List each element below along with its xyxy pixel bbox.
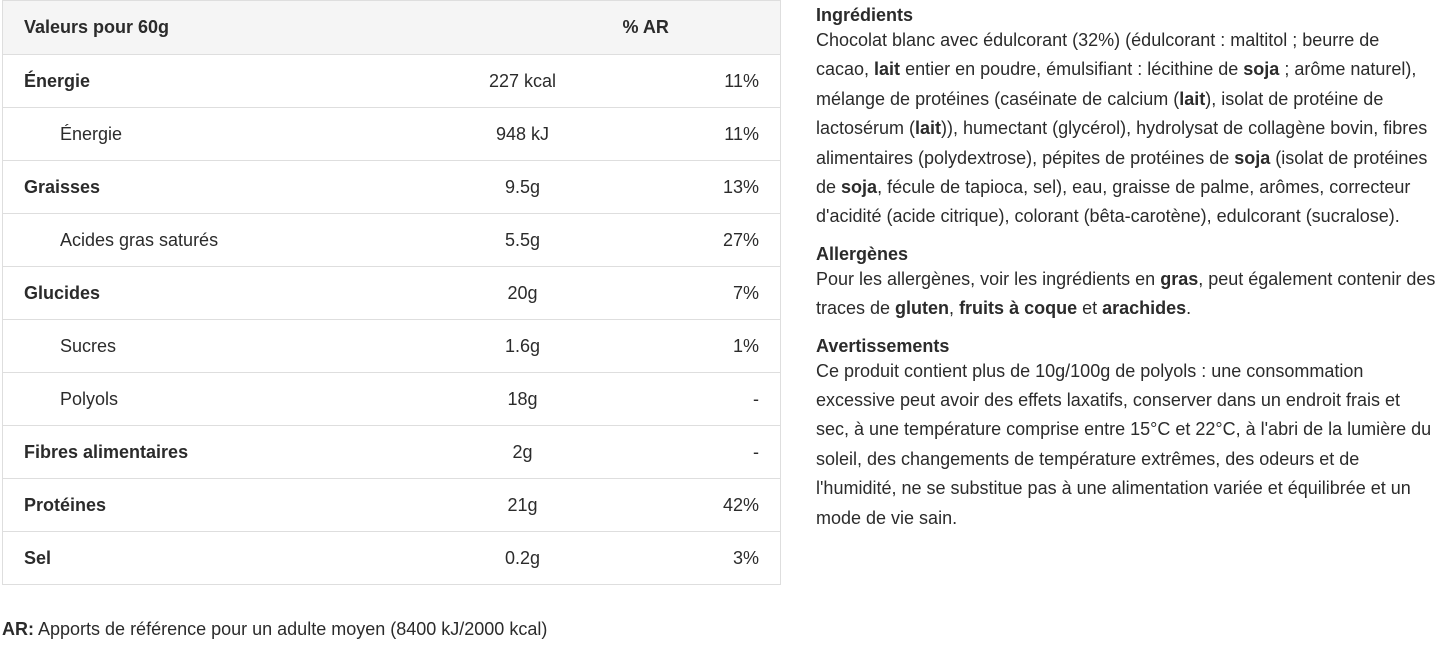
allergen-highlight: soja xyxy=(841,177,878,198)
footnote-label: AR: xyxy=(2,619,34,639)
allergen-highlight: gras xyxy=(1160,268,1199,289)
warnings-title: Avertissements xyxy=(816,335,950,356)
footnote-text: Apports de référence pour un adulte moyen (8400 kJ/2000 kcal) xyxy=(34,619,548,639)
nutrient-ar-percent: 7% xyxy=(623,267,781,320)
text-segment: , xyxy=(949,298,960,319)
allergen-highlight: lait xyxy=(1179,88,1206,109)
nutrition-row xyxy=(3,161,781,214)
allergens-section xyxy=(816,243,1436,324)
allergen-highlight: gluten xyxy=(895,298,950,319)
ingredients-section xyxy=(816,4,1436,232)
nutrition-row xyxy=(3,373,781,426)
text-segment: , peut également contenir des traces de xyxy=(816,268,1436,319)
allergens-title: Allergènes xyxy=(816,243,909,264)
text-segment: entier en poudre, émulsifiant : lécithine de xyxy=(900,59,1244,80)
nutrient-value: 227 kcal xyxy=(423,55,623,108)
nutrient-value: 20g xyxy=(423,267,623,320)
allergens-text xyxy=(816,265,1436,324)
nutrient-ar-percent: 1% xyxy=(623,320,781,373)
nutrition-row xyxy=(3,426,781,479)
text-segment: (isolat de protéines de xyxy=(816,147,1428,198)
nutrition-row xyxy=(3,320,781,373)
text-segment: et xyxy=(1077,298,1103,319)
nutrient-value: 9.5g xyxy=(423,161,623,214)
nutrient-name: Sucres xyxy=(3,320,423,373)
nutrient-ar-percent: 11% xyxy=(623,55,781,108)
text-segment: Pour les allergènes, voir les ingrédients en xyxy=(816,268,1161,289)
nutrient-value: 948 kJ xyxy=(423,108,623,161)
nutrient-ar-percent: - xyxy=(623,373,781,426)
nutrition-row xyxy=(3,479,781,532)
nutrient-value: 21g xyxy=(423,479,623,532)
allergen-highlight: arachides xyxy=(1102,298,1187,319)
header-value-label xyxy=(423,1,623,55)
header-serving-label: Valeurs pour 60g xyxy=(3,1,423,55)
nutrient-value: 5.5g xyxy=(423,214,623,267)
nutrition-row xyxy=(3,214,781,267)
nutrient-name: Fibres alimentaires xyxy=(3,426,423,479)
allergen-highlight: soja xyxy=(1234,147,1271,168)
allergen-highlight: lait xyxy=(874,59,901,80)
nutrient-ar-percent: 42% xyxy=(623,479,781,532)
nutrient-value: 2g xyxy=(423,426,623,479)
nutrient-name: Polyols xyxy=(3,373,423,426)
header-ar-label: % AR xyxy=(623,1,781,55)
allergen-highlight: fruits à coque xyxy=(959,298,1078,319)
nutrient-ar-percent: 13% xyxy=(623,161,781,214)
ar-footnote xyxy=(2,619,547,640)
nutrition-table-container xyxy=(2,0,780,585)
nutrient-name: Énergie xyxy=(3,108,423,161)
nutrition-table xyxy=(2,0,781,585)
text-segment: )), humectant (glycérol), hydrolysat de collagène bovin, fibres alimentaires (polydextrose), pépites de protéines de xyxy=(816,118,1428,168)
nutrition-table-body xyxy=(3,55,781,585)
allergen-highlight: soja xyxy=(1243,59,1280,80)
text-segment: . xyxy=(1186,298,1192,319)
nutrient-name: Graisses xyxy=(3,161,423,214)
nutrient-name: Sel xyxy=(3,532,423,585)
nutrient-ar-percent: 27% xyxy=(623,214,781,267)
ingredients-title: Ingrédients xyxy=(816,5,914,25)
text-segment: , fécule de tapioca, sel), eau, graisse de palme, arômes, correcteur d'acidité (acide citrique), colorant (bêta-carotène), edulcorant (sucralose). xyxy=(816,177,1411,227)
nutrient-ar-percent: - xyxy=(623,426,781,479)
nutrition-row xyxy=(3,267,781,320)
product-info xyxy=(816,4,1436,533)
warnings-section xyxy=(816,335,1436,533)
nutrient-value: 1.6g xyxy=(423,320,623,373)
nutrition-row xyxy=(3,108,781,161)
text-segment: ), isolat de protéine de lactosérum ( xyxy=(816,88,1384,139)
nutrient-name: Glucides xyxy=(3,267,423,320)
ingredients-text xyxy=(816,26,1436,232)
nutrient-value: 18g xyxy=(423,373,623,426)
nutrition-row xyxy=(3,55,781,108)
nutrient-name: Acides gras saturés xyxy=(3,214,423,267)
nutrient-name: Énergie xyxy=(3,55,423,108)
nutrition-row xyxy=(3,532,781,585)
nutrient-name: Protéines xyxy=(3,479,423,532)
nutrient-ar-percent: 3% xyxy=(623,532,781,585)
text-segment: ; arôme naturel), mélange de protéines (caséinate de calcium ( xyxy=(816,59,1417,109)
nutrient-ar-percent: 11% xyxy=(623,108,781,161)
warnings-text: Ce produit contient plus de 10g/100g de polyols : une consommation excessive peut avoir des effets laxatifs, conserver dans un endroit frais et sec, à une température comprise entre 15°C et 22°C, à l'abri de la lumière du soleil, des changements de température extrêmes, des odeurs et de l'humidité, ne se substitue pas à une alimentation variée et équilibrée et un mode de vie sain. xyxy=(816,360,1432,528)
nutrient-value: 0.2g xyxy=(423,532,623,585)
allergen-highlight: lait xyxy=(915,118,942,139)
nutrition-header-row xyxy=(3,1,781,55)
text-segment: Chocolat blanc avec édulcorant (32%) (édulcorant : maltitol ; beurre de cacao, xyxy=(816,30,1380,80)
